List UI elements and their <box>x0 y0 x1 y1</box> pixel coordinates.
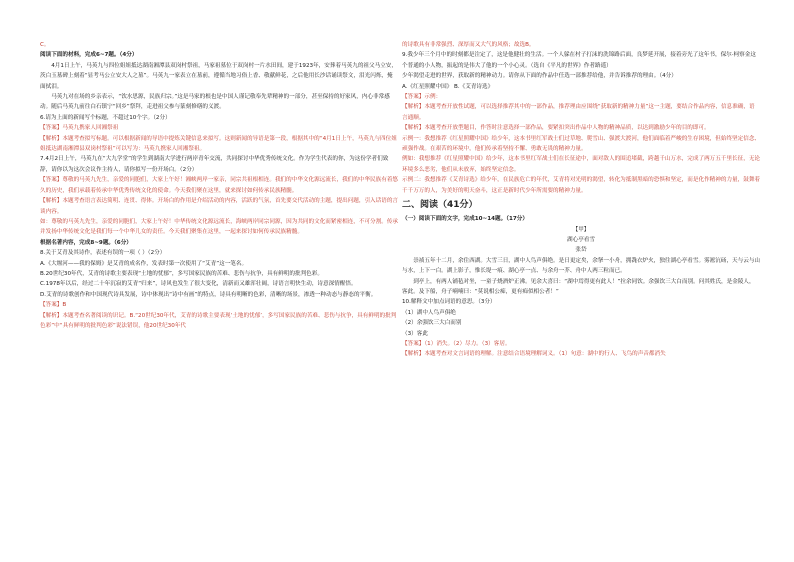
right-paragraph: 到亭上，有两人铺毡对坐，一童子烧酒炉正沸。见余大喜曰：“湖中焉得更有此人！”拉余同饮。余强饮三大白而别。问其姓氏，是金陵人，客此。及下船，舟子喃喃曰：“莫说相公痴，更有痴似相公者！” <box>402 278 755 295</box>
right-paragraph: （2）余强饮三大白而别 <box>402 320 462 327</box>
right-paragraph: （一）阅读下面的文字，完成10~14题。（17分） <box>402 216 528 223</box>
right-paragraph: 示例二：我想推荐《艾青诗选》给少年，在民族危亡的年代，艾青将对光明的渴望，转化为抵制黑暗的恐惧和坚定，而是化作精神的力量，鼓舞着千千万万的人，为美好的明天奋斗，这正是新时代少年所需要的精神力量。 <box>402 177 761 194</box>
left-paragraph: A.《大堰河——我的保姆》是艾青的成名作，发表时第一次使用了“艾青”这一笔名。 <box>40 260 248 267</box>
left-paragraph: 【解析】本题考查语言表达简明、连贯、得体。开场白的作用是介绍活动的内容，活跃的气氛，首先要交代活动的主题，提出问题，引入话语的言谈内容。 <box>40 198 399 215</box>
right-paragraph: 示例一：我想推荐《红星照耀中国》给少年，这本书里红军战士们过草地、爬雪山、强渡大渡河，他们面临着严峻的生存困境，但始终坚定信念、顽强作战。在艰苦的环境中，他们传承着坚持不懈、勇敢无畏的精神力量。 <box>402 135 761 153</box>
right-paragraph: 的诗歌具有非常强烈、深厚而又大气的风格；故选B。 <box>402 42 535 48</box>
right-paragraph: 9.我少年三个月中的时刻都是注定了，这是他健壮的生活。一个人躲在村子打沫的洗锦路后面，良梦延开展，接着旁光了这年书，保尔·柯察金这个普通的小人物，振起的是伟大了他的一个小心灵。（选自《平凡的世界》作者路遥） <box>402 52 756 69</box>
right-paragraph: 少年渴望走进的世界，获取新的精神动力。请你从下面的作品中任选一部推荐给他，并告诉推荐的理由。（4分） <box>402 73 677 80</box>
left-paragraph: 马英九对在场的乡亲表示，“饮水思源，民族归宗。”这是马家的根也是中国人谨记敬奉先辈精神的一部分，甚至保持的好家风，内心非常感动。随后马英九前往白石镇宁“回乡”祭拜，走进祖父参与篆刻修缮的义渡。 <box>40 94 390 111</box>
left-paragraph: 4月1日上午，马英九与四位姐姐抵达湖南湘潭县双岗村祭祖，马家祖墓位于双岗村一片水田间，建于1923年，安葬着马英九的祖父马立安，茨白玉墓碑上刻着“显考马公立安大人之墓”。马英九一家表立在墓前，遵循当地习俗上香、敬献鲜花，之后他用长沙话诵读祭文，泪光闪烁，掩面拭泪。 <box>40 62 397 90</box>
right-paragraph: （1）湖中人鸟声俱绝 <box>402 309 456 316</box>
right-paragraph: 【答案】示例： <box>402 94 442 101</box>
left-paragraph: 【解析】本题考查拟写标题。可以根据新闻的导语中提炼关键信息来拟写。这则新闻的导语是第一段，根据其中的“4月1日上午，马英九与四位姐姐抵达湖南湘潭县双岗村祭祖”可以写为：马英九携家人回湘祭祖。 <box>40 135 397 153</box>
left-paragraph: 根据名著内容，完成8~9题。（6分） <box>40 239 132 246</box>
right-paragraph: 10.解释文中加点词语的意思。（3分） <box>402 299 496 306</box>
left-paragraph: C。 <box>40 42 50 48</box>
left-paragraph: 8.关于艾青及其诗作，表述有误的一项（ ）（2分） <box>40 250 166 257</box>
right-paragraph: 【解析】本题考查对文言词语的理解。注意结合语境理解词义。（1）句意：湖中的行人、飞鸟的声音都消失 <box>402 351 666 358</box>
left-paragraph: 6.请为上面的新闻写个标题，不超过10个字。（2分） <box>40 114 171 121</box>
left-paragraph: D.艾青的诗歌创作和中国现代诗具发展，诗中体现出“诗中有画”的特点，诗具有明晰的色彩，清晰的场景，渗透一种动态与静态的平衡。 <box>40 291 377 298</box>
right-paragraph: 例如：我想推荐《红星照耀中国》给少年，这本书里红军战士们在长征途中，面对敌人的围追堵截，跨越千山万水，完成了两万五千里长征，无论环境多么恶劣，他们从未放弃，始终坚定信念。 <box>402 156 761 173</box>
right-paragraph: 【甲】 <box>572 226 590 233</box>
left-paragraph: 7.4月2日上午，马英九在“大九学堂”的学生到湖南大学进行两岸青年交流，共同探讨中华优秀传统文化。作为学生代表的你，为这份学者们致辞，请你以为这次会议作主持人，请你拟写一份开场白。（2分） <box>40 156 389 173</box>
right-paragraph: 张岱 <box>575 247 587 254</box>
left-paragraph: 阅读下面的材料，完成6~7题。（4分） <box>40 52 138 59</box>
left-paragraph: 【答案】马英九携家人回湘祭祖 <box>40 125 119 132</box>
right-paragraph: A.《红星照耀中国》 B.《艾青诗选》 <box>402 83 494 90</box>
left-paragraph: 如：尊敬的马英九先生，亲爱的同胞们，大家上午好！中华传统文化源远流长，海峡两岸同宗同源，因为共同的文化而紧密相连，不可分割。传承并发扬中华传统文化是我们每一个中华儿女的责任。今天我们聚集在这里，一起来探讨如何传承民族精髓。 <box>40 218 399 236</box>
left-paragraph: 【解析】本题考查名著阅读的识记。B.“20世纪30年代，艾青的诗歌主要表现‘土地的忧郁’，多写国家民族的苦难、悲伤与抗争，具有鲜明的批判色彩”中“具有鲜明的批判色彩”说法错误，他20世纪30年代 <box>40 312 397 329</box>
left-paragraph: 【答案】B <box>40 302 67 309</box>
left-paragraph: B.20世纪30年代，艾青的诗歌主要表现“土地的忧郁”，多写国家民族的苦难、悲伤与抗争，具有鲜明的批判色彩。 <box>40 270 323 277</box>
right-paragraph: 【解析】本题考查开放性试题，可以选择推荐其中的一部作品，推荐理由应围绕“获取新的精神力量”这一主题，要结合作品内容，信息准确，语言通顺。 <box>402 104 755 121</box>
right-paragraph: （3）客此 <box>402 330 428 337</box>
right-paragraph: 湖心亭看雪 <box>567 236 595 243</box>
left-column <box>40 40 398 331</box>
right-column <box>402 40 760 360</box>
right-paragraph: 【解析】本题考查开放型题目，作答时注意选择一部作品，要紧扣突出作品中人物的精神品质，以达到激励少年的目的即可。 <box>402 125 710 132</box>
left-paragraph: 【答案】尊敬的马英九先生，亲爱的同胞们，大家上午好！湘峡两岸一家亲，同宗共祖根相连。我们的中华文化源远流长，我们的中华民族有着悠久的历史，我们承载着传承中华优秀传统文化的使命。今天我们聚在这里，就来探讨如何传承民族精髓。 <box>40 177 399 194</box>
right-paragraph: 崇祯五年十二月，余住西湖。大雪三日，湖中人鸟声俱绝。是日更定矣，余拏一小舟，拥毳衣炉火，独往湖心亭看雪。雾凇沆砀，天与云与山与水，上下一白。湖上影子，惟长堤一痕、湖心亭一点、与余舟一芥、舟中人两三粒而已。 <box>402 257 761 275</box>
right-paragraph: 二、阅读（41分） <box>402 200 478 211</box>
left-paragraph: C.1978年以后，经过二十年沉寂的艾青“归来”，诗风也发生了很大变化，清新而又雄浑壮阔，诗语言明快生动，诗意深情醒悟。 <box>40 281 357 288</box>
right-paragraph: 【答案】（1）消失。（2）尽力。（3）客居。 <box>402 340 511 347</box>
